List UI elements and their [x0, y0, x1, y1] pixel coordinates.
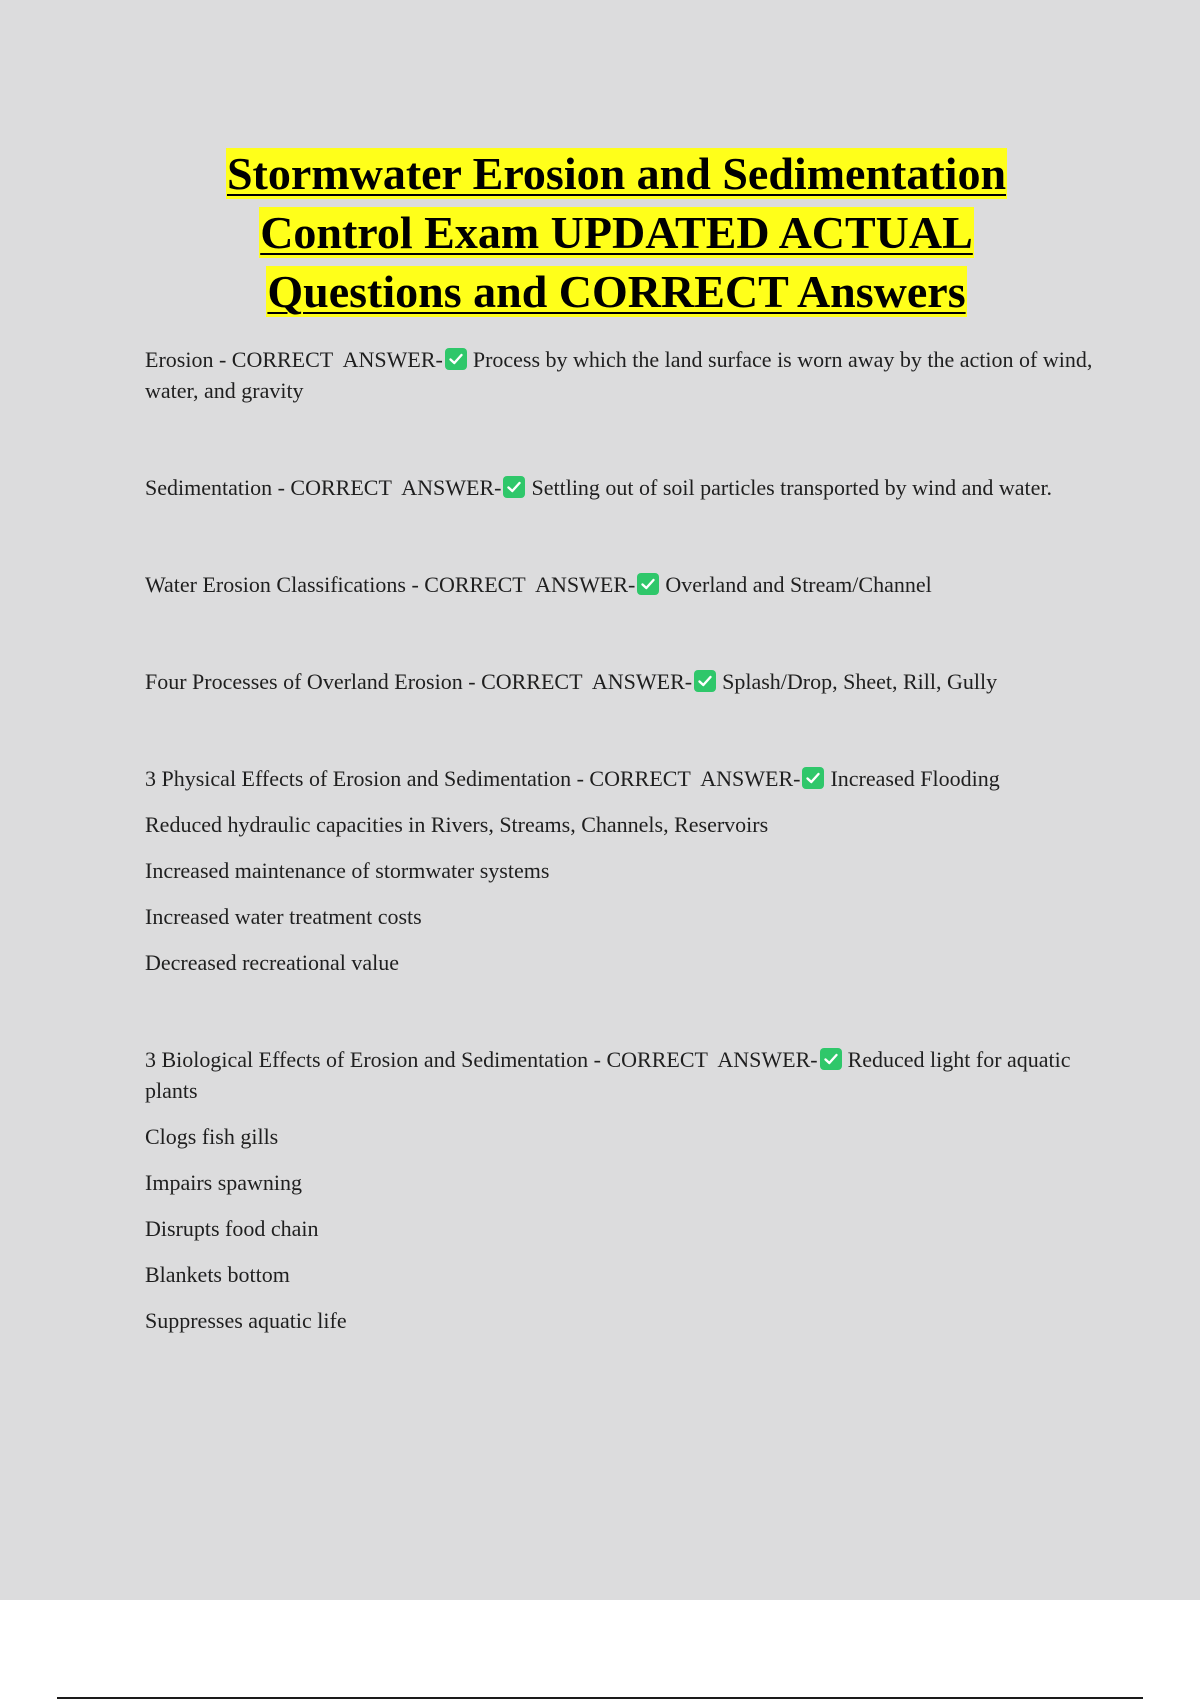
qa-item [145, 344, 1095, 406]
qa-answer-continuation: Blankets bottom [145, 1262, 290, 1287]
qa-question-line [145, 344, 1095, 406]
qa-item [145, 569, 1095, 600]
check-mark-icon [637, 573, 659, 595]
check-mark-icon [694, 670, 716, 692]
qa-term: Erosion - [145, 347, 232, 372]
qa-item [145, 763, 1095, 978]
qa-answer-continuation: Suppresses aquatic life [145, 1308, 347, 1333]
qa-question-line [145, 1044, 1095, 1106]
correct-answer-label: CORRECT ANSWER- [290, 475, 502, 500]
correct-answer-label: CORRECT ANSWER- [424, 572, 636, 597]
check-mark-icon [802, 767, 824, 789]
qa-answer: Settling out of soil particles transported by wind and water. [531, 475, 1053, 500]
qa-answer-continuation: Disrupts food chain [145, 1216, 319, 1241]
qa-term: Water Erosion Classifications - [145, 572, 425, 597]
qa-answer-continuation: Increased maintenance of stormwater systems [145, 858, 550, 883]
qa-answer: Process by which the land surface is worn away by the action of wind, water, and gravity [145, 347, 1093, 403]
qa-item [145, 1044, 1095, 1336]
qa-answer: Reduced light for aquatic plants [145, 1047, 1071, 1103]
qa-answer-continuation: Decreased recreational value [145, 950, 400, 975]
qa-question-line [145, 569, 1095, 600]
qa-answer-continuation: Clogs fish gills [145, 1124, 279, 1149]
qa-answer-continuation: Increased water treatment costs [145, 904, 422, 929]
footer-divider [57, 1697, 1143, 1699]
check-mark-icon [445, 348, 467, 370]
qa-question-line [145, 666, 1095, 697]
qa-answer: Splash/Drop, Sheet, Rill, Gully [722, 669, 998, 694]
correct-answer-label: CORRECT ANSWER- [589, 766, 801, 791]
qa-answer-continuation: Reduced hydraulic capacities in Rivers, Streams, Channels, Reservoirs [145, 812, 769, 837]
qa-item [145, 666, 1095, 697]
question-answer-list [145, 344, 1095, 1336]
document-title [120, 144, 1113, 321]
title-line: Questions and CORRECT Answers [267, 266, 966, 317]
qa-term: Four Processes of Overland Erosion - [145, 669, 482, 694]
qa-answer-continuation: Impairs spawning [145, 1170, 303, 1195]
qa-term: 3 Physical Effects of Erosion and Sedimentation - [145, 766, 590, 791]
correct-answer-label: CORRECT ANSWER- [231, 347, 443, 372]
title-block [120, 144, 1113, 321]
qa-item [145, 472, 1095, 503]
qa-question-line [145, 472, 1095, 503]
title-line: Control Exam UPDATED ACTUAL [260, 207, 973, 258]
qa-question-line [145, 763, 1095, 794]
title-line: Stormwater Erosion and Sedimentation [226, 148, 1007, 199]
qa-term: 3 Biological Effects of Erosion and Sedimentation - [145, 1047, 607, 1072]
check-mark-icon [820, 1048, 842, 1070]
qa-term: Sedimentation - [145, 475, 291, 500]
check-mark-icon [503, 476, 525, 498]
correct-answer-label: CORRECT ANSWER- [606, 1047, 818, 1072]
correct-answer-label: CORRECT ANSWER- [481, 669, 693, 694]
qa-answer: Increased Flooding [830, 766, 1000, 791]
qa-answer: Overland and Stream/Channel [665, 572, 932, 597]
